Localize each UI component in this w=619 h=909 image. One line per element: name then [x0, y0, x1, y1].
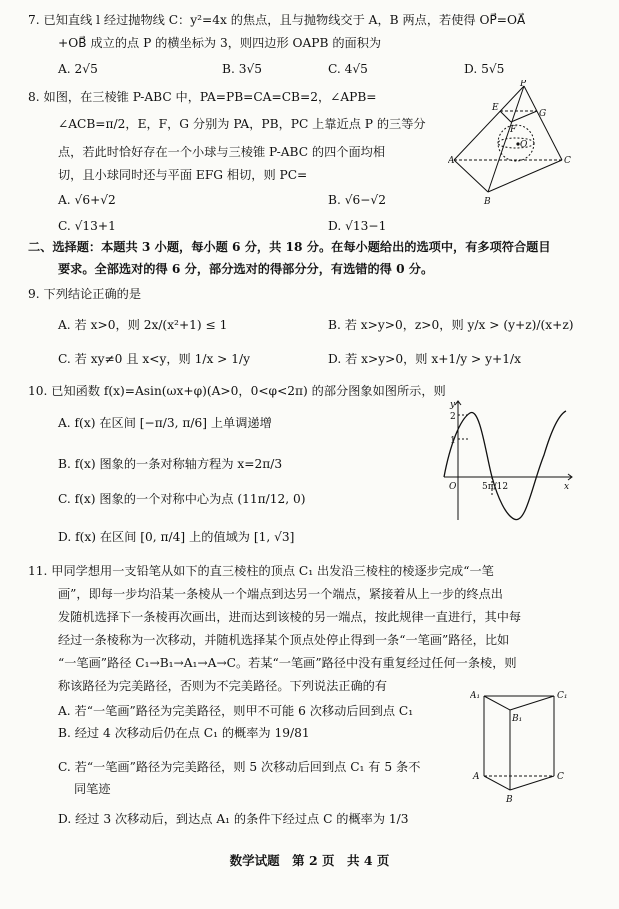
- q11-option-c-line1: C. 若“一笔画”路径为完美路径，则 5 次移动后回到点 C₁ 有 5 条不: [58, 760, 421, 774]
- q10-stem: 10. 已知函数 f(x)=Asin(ωx+φ)(A>0，0<φ<2π) 的部分图象如图所示，则: [28, 384, 446, 398]
- q9-option-c: C. 若 xy≠0 且 x<y，则 1/x > 1/y: [58, 352, 251, 366]
- q11-option-c-line2: 同笔迹: [74, 782, 111, 796]
- q11-stem-line2: 画”，即每一步均沿某一条棱从一个端点到达另一个端点，紧接着从上一步的终点出: [58, 587, 503, 601]
- q11-stem-line6: 称该路径为完美路径，否则为不完美路径。下列说法正确的有: [58, 679, 388, 693]
- label-a: A: [448, 156, 455, 166]
- graph-x-label: x: [564, 482, 570, 492]
- label-b1: B₁: [512, 714, 523, 724]
- q11-option-a: A. 若“一笔画”路径为完美路径，则甲不可能 6 次移动后回到点 C₁: [58, 704, 414, 718]
- q8-stem-line1: 8. 如图，在三棱锥 P-ABC 中，PA=PB=CA=CB=2，∠APB=: [28, 90, 377, 104]
- q9-stem: 9. 下列结论正确的是: [28, 287, 142, 301]
- q11-option-d: D. 经过 3 次移动后，到达点 A₁ 的条件下经过点 C 的概率为 1/3: [58, 812, 409, 826]
- q10-option-a: A. f(x) 在区间 [−π/3, π/6] 上单调递增: [58, 416, 272, 430]
- q11-stem-line3: 发随机选择下一条棱再次画出，进而达到该棱的另一端点，按此规律一直进行，其中每: [58, 610, 522, 624]
- q11-stem-line5: “一笔画”路径 C₁→B₁→A₁→A→C。若某“一笔画”路径中没有重复经过任何一条棱，则: [58, 656, 517, 670]
- q8-option-a: A. √6+√2: [58, 193, 116, 207]
- q10-option-b: B. f(x) 图象的一条对称轴方程为 x=2π/3: [58, 457, 283, 471]
- prism-figure: [470, 686, 580, 806]
- label-g: G: [539, 109, 547, 119]
- sine-graph: [440, 395, 580, 525]
- q11-option-b: B. 经过 4 次移动后仍在点 C₁ 的概率为 19/81: [58, 726, 310, 740]
- q9-option-d: D. 若 x>y>0，则 x+1/y > y+1/x: [328, 352, 521, 366]
- q9-option-a: A. 若 x>0，则 2x/(x²+1) ≤ 1: [58, 318, 228, 332]
- q8-option-d: D. √13−1: [328, 219, 387, 233]
- q10-option-d: D. f(x) 在区间 [0, π/4] 上的值域为 [1, √3]: [58, 530, 295, 544]
- q7-option-b: B. 3√5: [222, 62, 262, 76]
- graph-tick-1: 1: [450, 436, 456, 446]
- q7-option-a: A. 2√5: [58, 62, 98, 76]
- label-b: B: [484, 197, 491, 207]
- label-f: F: [510, 125, 517, 135]
- q8-stem-line2: ∠ACB=π/2，E，F，G 分别为 PA，PB，PC 上靠近点 P 的三等分: [58, 117, 426, 131]
- q8-option-b: B. √6−√2: [328, 193, 386, 207]
- graph-origin-label: O: [449, 482, 457, 492]
- label-a: A: [473, 772, 480, 782]
- label-c: C: [564, 156, 571, 166]
- label-c1: C₁: [557, 691, 568, 701]
- q8-option-c: C. √13+1: [58, 219, 116, 233]
- page-footer: 数学试题 第 2 页 共 4 页: [229, 853, 390, 868]
- section2-heading-line1: 二、选择题：本题共 3 小题，每小题 6 分，共 18 分。在每小题给出的选项中，有多项符合题目: [28, 240, 551, 254]
- label-b: B: [506, 795, 513, 805]
- q8-stem-line4: 切，且小球同时还与平面 EFG 相切，则 PC=: [58, 168, 308, 182]
- label-c: C: [557, 772, 564, 782]
- label-p: P: [520, 80, 527, 89]
- q10-option-c: C. f(x) 图象的一个对称中心为点 (11π/12, 0): [58, 492, 306, 506]
- q7-stem-line1: 7. 已知直线 l 经过抛物线 C：y²=4x 的焦点，且与抛物线交于 A，B 两点，若使得 OP⃗=OA⃗: [28, 13, 526, 27]
- q8-stem-line3: 点，若此时恰好存在一个小球与三棱锥 P-ABC 的四个面均相: [58, 145, 386, 159]
- graph-tick-2: 2: [450, 412, 456, 422]
- q7-stem-line2: +OB⃗ 成立的点 P 的横坐标为 3，则四边形 OAPB 的面积为: [58, 36, 382, 50]
- graph-y-label: y: [450, 400, 456, 410]
- section2-heading-line2: 要求。全部选对的得 6 分，部分选对的得部分分，有选错的得 0 分。: [58, 262, 434, 276]
- q11-stem-line1: 11. 甲同学想用一支铅笔从如下的直三棱柱的顶点 C₁ 出发沿三棱柱的棱逐步完成“一笔: [28, 564, 494, 578]
- graph-tick-5pi12: 5π/12: [482, 482, 509, 492]
- label-e: E: [492, 103, 499, 113]
- q7-option-c: C. 4√5: [328, 62, 368, 76]
- tetrahedron-figure: [448, 80, 578, 210]
- label-a1: A₁: [470, 691, 481, 701]
- q7-option-d: D. 5√5: [464, 62, 505, 76]
- q9-option-b: B. 若 x>y>0，z>0，则 y/x > (y+z)/(x+z): [328, 318, 574, 332]
- q11-stem-line4: 经过一条棱称为一次移动，并随机选择某个顶点处停止得到一条“一笔画”路径，比如: [58, 633, 510, 647]
- label-o: O: [520, 140, 528, 150]
